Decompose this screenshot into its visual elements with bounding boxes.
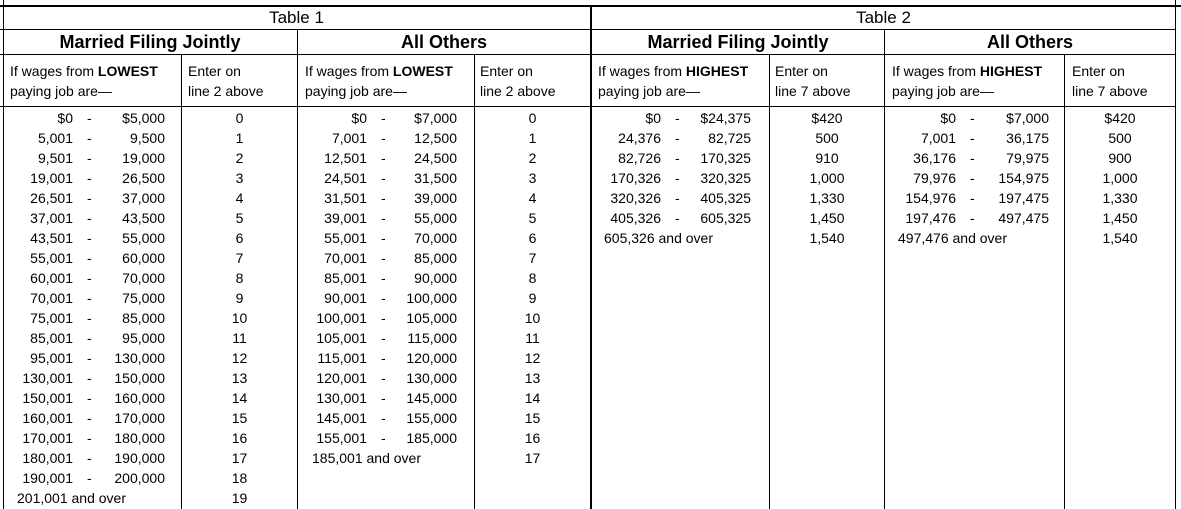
t1-oth-row-to: 24,500	[414, 150, 457, 166]
t2-oth-row-from: 197,476	[905, 210, 956, 226]
t1-oth-row-to: 105,000	[406, 310, 457, 326]
t2-oth-row-label: 497,476 and over	[898, 230, 1007, 246]
t1-mfj-row-from: 43,501	[30, 230, 73, 246]
t1-oth-row-label: 185,001 and over	[312, 450, 421, 466]
t1-mfj-row-to: 43,500	[122, 210, 165, 226]
t1-mfj-row-value: 14	[231, 390, 248, 406]
t1-oth-row-from: 85,001	[324, 270, 367, 286]
t1-oth-row-dash: -	[381, 410, 386, 426]
t2-mfj-row-value: 910	[815, 150, 839, 166]
t1-oth-row-dash: -	[381, 390, 386, 406]
t2-oth-wage-header: If wages from HIGHEST paying job are—	[892, 63, 1043, 99]
t2-mfj-row-value: 1,330	[809, 190, 845, 206]
t1-mfj-row-label: 201,001 and over	[17, 490, 126, 506]
t1-mfj-row-dash: -	[87, 210, 92, 226]
t1-oth-row-to: 70,000	[414, 230, 457, 246]
t2-mfj-row-to: 405,325	[700, 190, 751, 206]
t2-mfj-row-from: 82,726	[618, 150, 661, 166]
t2-mfj-row-dash: -	[675, 190, 680, 206]
group-rule	[0, 54, 1176, 55]
t1-oth-row-from: 90,001	[324, 290, 367, 306]
t1-mfj-row-value: 8	[235, 270, 244, 286]
t1-oth-row-from: 70,001	[324, 250, 367, 266]
t2-oth-row-from: 7,001	[920, 130, 956, 146]
t2-oth-row-value: 1,000	[1102, 170, 1138, 186]
t1-oth-row-value: 9	[528, 290, 537, 306]
t1-oth-row-to: 31,500	[414, 170, 457, 186]
t2-mfj-enter-header: Enter on line 7 above	[775, 63, 851, 99]
t1-mfj-row-value: 10	[231, 310, 248, 326]
t1-mfj-row-to: $5,000	[122, 110, 165, 126]
t1-oth-row-dash: -	[381, 310, 386, 326]
t1-mfj-row-to: 95,000	[122, 330, 165, 346]
t2-oth-row-dash: -	[970, 190, 975, 206]
t2-oth-row-value: $420	[1104, 110, 1136, 126]
t1-mfj-row-dash: -	[87, 110, 92, 126]
t1-mfj-row-to: 9,500	[129, 130, 165, 146]
t2-mfj-row-value: 1,450	[809, 210, 845, 226]
t2-oth-title: All Others	[986, 32, 1074, 52]
t2-oth-row-from: $0	[940, 110, 956, 126]
t2-mfj-row-to: 170,325	[700, 150, 751, 166]
t2-mfj-row-value: 1,540	[809, 230, 845, 246]
t1-mfj-row-from: 95,001	[30, 350, 73, 366]
t1-oth-enter-header: Enter on line 2 above	[480, 63, 556, 99]
t1-mfj-row-to: 37,000	[122, 190, 165, 206]
t1-oth-row-to: 130,000	[406, 370, 457, 386]
t1-mfj-row-value: 1	[235, 130, 244, 146]
t2-oth-row-to: 154,975	[998, 170, 1049, 186]
t2-oth-row-to: 79,975	[1006, 150, 1049, 166]
t1-mfj-row-value: 11	[232, 330, 247, 346]
t1-oth-row-dash: -	[381, 130, 386, 146]
t1-mfj-row-to: 60,000	[122, 250, 165, 266]
t1-mfj-row-dash: -	[87, 330, 92, 346]
t2-oth-row-value: 900	[1108, 150, 1132, 166]
t2-mfj-row-dash: -	[675, 210, 680, 226]
t2-mfj-row-from: 320,326	[610, 190, 661, 206]
t2-mfj-row-dash: -	[675, 130, 680, 146]
t1-mfj-row-dash: -	[87, 150, 92, 166]
t1-mfj-row-to: 150,000	[114, 370, 165, 386]
t1-mfj-row-from: 160,001	[22, 410, 73, 426]
t1-oth-row-to: 115,000	[407, 330, 457, 346]
t1-oth-row-from: 105,001	[316, 330, 367, 346]
t1-mfj-row-dash: -	[87, 250, 92, 266]
t2-mfj-wage-header: If wages from HIGHEST paying job are—	[598, 63, 749, 99]
title-rule	[0, 29, 1176, 30]
t1-oth-row-value: 4	[528, 190, 537, 206]
t1-oth-row-to: 100,000	[406, 290, 457, 306]
t1-oth-row-from: 145,001	[316, 410, 367, 426]
t2-oth-row-dash: -	[970, 130, 975, 146]
t1-mfj-row-from: 37,001	[30, 210, 73, 226]
t1-mfj-row-from: 5,001	[37, 130, 73, 146]
t2-oth-row-dash: -	[970, 170, 975, 186]
t2-mfj-row-to: 82,725	[708, 130, 751, 146]
t1-mfj-title: Married Filing Jointly	[59, 32, 241, 52]
t1-oth-row-from: 115,001	[317, 350, 367, 366]
t1-oth-row-value: 13	[524, 370, 541, 386]
t1-mfj-row-to: 19,000	[122, 150, 165, 166]
t1-oth-row-value: 16	[524, 430, 541, 446]
t1-mfj-row-from: 150,001	[22, 390, 73, 406]
t1-mfj-row-dash: -	[87, 190, 92, 206]
t1-oth-row-dash: -	[381, 170, 386, 186]
t1-oth-row-dash: -	[381, 330, 386, 346]
t1-mfj-row-dash: -	[87, 370, 92, 386]
t2-oth-row-dash: -	[970, 210, 975, 226]
t1-mfj-row-value: 3	[235, 170, 244, 186]
t1-mfj-row-value: 17	[231, 450, 248, 466]
t2-oth-row-dash: -	[970, 110, 975, 126]
t1-mfj-row-dash: -	[87, 290, 92, 306]
t1-mfj-row-to: 75,000	[122, 290, 165, 306]
t2-mfj-row-to: 320,325	[700, 170, 751, 186]
t1-oth-row-value: 6	[528, 230, 537, 246]
t1-mfj-row-value: 6	[235, 230, 244, 246]
t2-oth-row-value: 1,540	[1102, 230, 1138, 246]
t2-oth-row-from: 36,176	[913, 150, 956, 166]
t2-oth-row-to: 197,475	[998, 190, 1049, 206]
t1-mfj-row-to: 55,000	[122, 230, 165, 246]
t1-oth-row-value: 7	[528, 250, 537, 266]
table1-title: Table 1	[269, 8, 324, 27]
t1-mfj-row-dash: -	[87, 310, 92, 326]
t1-mfj-row-from: 19,001	[30, 170, 73, 186]
t1-oth-row-dash: -	[381, 290, 386, 306]
t2-oth-row-value: 1,330	[1102, 190, 1138, 206]
t1-mfj-row-from: $0	[57, 110, 73, 126]
t1-mfj-row-value: 15	[231, 410, 248, 426]
t1-oth-row-dash: -	[381, 350, 386, 366]
t2-oth-row-value: 500	[1108, 130, 1132, 146]
t1-oth-row-value: 14	[524, 390, 541, 406]
t1-oth-row-to: 12,500	[414, 130, 457, 146]
t1-oth-row-from: $0	[351, 110, 367, 126]
t2-mfj-row-from: 24,376	[618, 130, 661, 146]
t1-oth-row-to: 185,000	[406, 430, 457, 446]
t1-oth-row-dash: -	[381, 270, 386, 286]
t1-mfj-row-dash: -	[87, 430, 92, 446]
t1-mfj-row-from: 60,001	[30, 270, 73, 286]
t1-mfj-row-value: 2	[235, 150, 244, 166]
t1-mfj-row-to: 200,000	[114, 470, 165, 486]
t1-oth-row-from: 55,001	[324, 230, 367, 246]
t1-oth-row-to: 55,000	[414, 210, 457, 226]
t1-oth-row-value: 1	[528, 130, 537, 146]
t1-mfj-row-value: 16	[231, 430, 248, 446]
t1-oth-row-dash: -	[381, 210, 386, 226]
t2-oth-row-to: 36,175	[1006, 130, 1049, 146]
t1-mfj-row-from: 130,001	[22, 370, 73, 386]
t1-oth-row-value: 15	[524, 410, 541, 426]
t2-mfj-row-to: $24,375	[700, 110, 751, 126]
t1-mfj-row-dash: -	[87, 130, 92, 146]
t1-oth-row-to: 120,000	[406, 350, 457, 366]
t2-mfj-title: Married Filing Jointly	[647, 32, 829, 52]
t1-oth-row-dash: -	[381, 430, 386, 446]
t1-oth-row-dash: -	[381, 230, 386, 246]
t1-mfj-row-from: 9,501	[37, 150, 73, 166]
t2-mfj-row-label: 605,326 and over	[604, 230, 713, 246]
t1-oth-row-dash: -	[381, 370, 386, 386]
t2-mfj-row-value: 1,000	[809, 170, 845, 186]
t1-mfj-row-from: 26,501	[30, 190, 73, 206]
t1-mfj-row-value: 5	[235, 210, 244, 226]
t2-oth-row-to: $7,000	[1006, 110, 1049, 126]
t2-oth-row-from: 79,976	[913, 170, 956, 186]
t1-mfj-row-value: 9	[235, 290, 244, 306]
t2-mfj-row-dash: -	[675, 170, 680, 186]
t1-oth-row-value: 5	[528, 210, 537, 226]
t1-mfj-row-dash: -	[87, 450, 92, 466]
t1-oth-row-value: 11	[525, 330, 540, 346]
t2-oth-enter-header: Enter on line 7 above	[1072, 63, 1148, 99]
t1-oth-row-to: 39,000	[414, 190, 457, 206]
t1-oth-row-from: 24,501	[324, 170, 367, 186]
t1-mfj-row-from: 180,001	[22, 450, 73, 466]
right-border	[1175, 0, 1176, 509]
t2-mfj-row-to: 605,325	[700, 210, 751, 226]
t1-oth-row-to: 155,000	[406, 410, 457, 426]
t1-oth-row-dash: -	[381, 190, 386, 206]
t1-oth-row-dash: -	[381, 150, 386, 166]
t1-mfj-row-from: 55,001	[30, 250, 73, 266]
t1-oth-wage-header: If wages from LOWEST paying job are—	[305, 63, 453, 99]
t1-oth-row-from: 100,001	[316, 310, 367, 326]
t1-mfj-row-dash: -	[87, 270, 92, 286]
t1-oth-row-from: 130,001	[316, 390, 367, 406]
t1-mfj-row-dash: -	[87, 350, 92, 366]
t1-mfj-row-to: 70,000	[122, 270, 165, 286]
t1-mfj-row-from: 190,001	[22, 470, 73, 486]
t2-mfj-row-dash: -	[675, 150, 680, 166]
t1-mfj-row-value: 19	[231, 490, 248, 506]
t2-mfj-row-from: $0	[645, 110, 661, 126]
t1-oth-row-from: 120,001	[316, 370, 367, 386]
t1-mfj-enter-header: Enter on line 2 above	[188, 63, 264, 99]
t2-mfj-row-from: 170,326	[610, 170, 661, 186]
t1-mfj-row-from: 70,001	[30, 290, 73, 306]
t2-mfj-row-dash: -	[675, 110, 680, 126]
t1-mfj-row-from: 75,001	[30, 310, 73, 326]
t1-mfj-row-dash: -	[87, 410, 92, 426]
t1-mfj-row-to: 130,000	[114, 350, 165, 366]
t1-mfj-row-value: 7	[235, 250, 244, 266]
t1-mfj-row-value: 18	[231, 470, 248, 486]
t1-mfj-row-value: 4	[235, 190, 244, 206]
t1-oth-row-to: 145,000	[406, 390, 457, 406]
t1-oth-row-to: 90,000	[414, 270, 457, 286]
t1-mfj-row-to: 170,000	[114, 410, 165, 426]
t2-mfj-row-value: $420	[811, 110, 843, 126]
t1-mfj-row-value: 13	[231, 370, 248, 386]
t1-oth-row-value: 10	[524, 310, 541, 326]
t1-oth-row-to: 85,000	[414, 250, 457, 266]
t1-mfj-row-value: 0	[235, 110, 244, 126]
t1-mfj-row-dash: -	[87, 470, 92, 486]
t1-mfj-row-value: 12	[231, 350, 248, 366]
t1-mfj-row-to: 160,000	[114, 390, 165, 406]
t1-oth-row-value: 2	[528, 150, 537, 166]
t1-oth-row-from: 31,501	[324, 190, 367, 206]
t2-group-divider	[884, 29, 885, 509]
t1-oth-row-from: 155,001	[316, 430, 367, 446]
t1-oth-row-from: 39,001	[324, 210, 367, 226]
t2-oth-row-to: 497,475	[998, 210, 1049, 226]
t1-mfj-row-from: 170,001	[22, 430, 73, 446]
table-divider	[590, 5, 592, 509]
t1-oth-row-from: 7,001	[331, 130, 367, 146]
t1-oth-row-to: $7,000	[414, 110, 457, 126]
t1-mfj-row-dash: -	[87, 170, 92, 186]
t1-mfj-row-dash: -	[87, 230, 92, 246]
t1-oth-row-value: 0	[528, 110, 537, 126]
t1-oth-row-value: 8	[528, 270, 537, 286]
t2-oth-row-value: 1,450	[1102, 210, 1138, 226]
t1-oth-row-dash: -	[381, 250, 386, 266]
t1-mfj-row-to: 180,000	[114, 430, 165, 446]
t1-oth-row-value: 12	[524, 350, 541, 366]
t1-mfj-row-to: 26,500	[122, 170, 165, 186]
t1-mfj-row-from: 85,001	[30, 330, 73, 346]
t2-oth-row-dash: -	[970, 150, 975, 166]
t1-mfj-wage-header: If wages from LOWEST paying job are—	[10, 63, 158, 99]
t2-oth-row-from: 154,976	[905, 190, 956, 206]
t1-oth-row-dash: -	[381, 110, 386, 126]
t1-oth-title: All Others	[400, 32, 488, 52]
t1-oth-row-value: 17	[524, 450, 541, 466]
table2-title: Table 2	[856, 8, 911, 27]
t1-oth-row-from: 12,501	[324, 150, 367, 166]
t2-mfj-row-value: 500	[815, 130, 839, 146]
t1-mfj-row-to: 190,000	[114, 450, 165, 466]
t2-mfj-row-from: 405,326	[610, 210, 661, 226]
t1-mfj-row-dash: -	[87, 390, 92, 406]
t1-oth-row-value: 3	[528, 170, 537, 186]
t1-mfj-row-to: 85,000	[122, 310, 165, 326]
header-rule	[0, 106, 1176, 107]
